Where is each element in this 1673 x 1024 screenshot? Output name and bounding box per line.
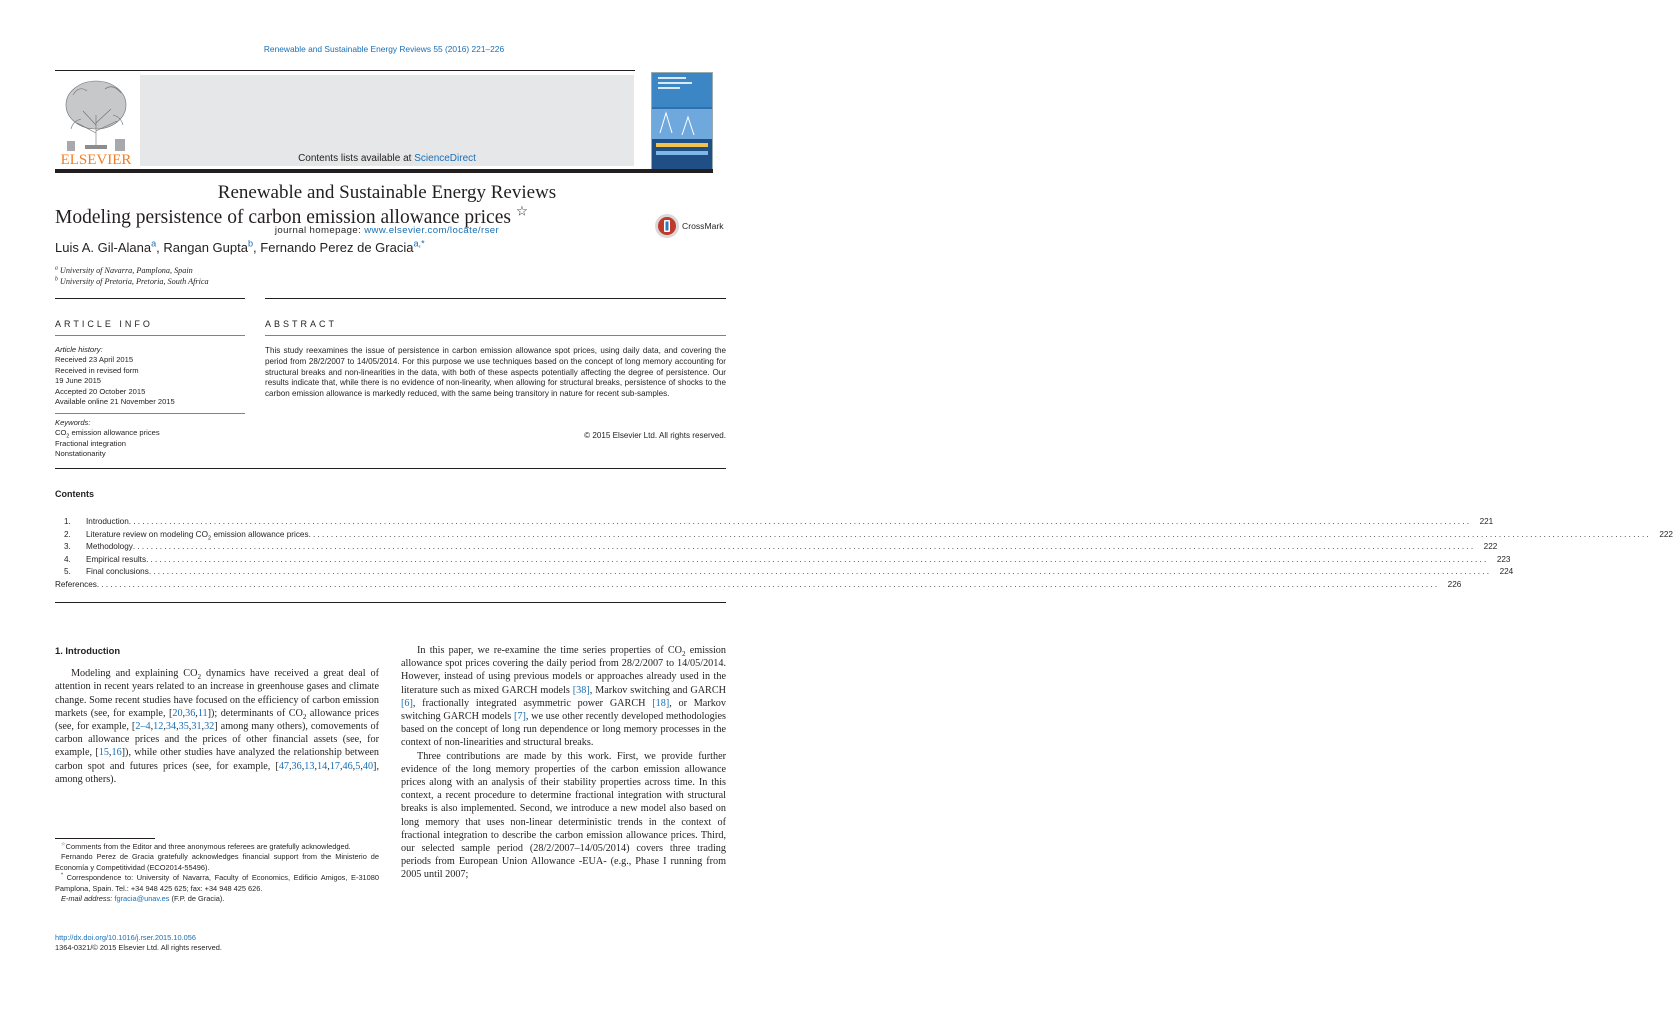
abstract-copyright: © 2015 Elsevier Ltd. All rights reserved. xyxy=(584,431,726,440)
keywords xyxy=(55,418,245,460)
toc-title: Introduction xyxy=(86,517,129,526)
body-right-column xyxy=(401,644,726,882)
footnote-text: Comments from the Editor and three anonymous referees are gratefully acknowledged. xyxy=(65,842,351,851)
toc-page: 221 xyxy=(1479,517,1494,526)
keyword-item: Nonstationarity xyxy=(55,449,106,459)
article-info-heading: ARTICLE INFO xyxy=(55,319,153,329)
article-history xyxy=(55,345,245,407)
affiliation-sup: a xyxy=(55,265,58,272)
toc-number: 3. xyxy=(64,542,71,551)
doi-link[interactable]: http://dx.doi.org/10.1016/j.rser.2015.10.056 xyxy=(55,933,196,942)
toc-leader: ............................................................................................................................................................................................................................................................................................................ xyxy=(308,529,1651,539)
history-item: 19 June 2015 xyxy=(55,376,102,386)
doi-block xyxy=(55,933,379,954)
abstract-body: This study reexamines the issue of persistence in carbon emission allowance spot prices, using daily data, and covering the period from 28/2/2007 to 14/05/2014. For this purpose we use techniques based on the concept of long memory accounting for structural breaks and non-linearities in the data, with both of these aspects potentially affecting the degree of persistence. Our results indicate that, while there is no evidence of non-linearity, when allowing for structural breaks, persistence of shocks to the carbon emission allowance is markedly reduced, with the same being transitory in nature for recent sub-samples. xyxy=(265,346,726,399)
toc-number: 5. xyxy=(64,567,71,576)
elsevier-logo xyxy=(55,75,137,167)
history-item: Received 23 April 2015 xyxy=(55,355,134,365)
abstract-heading: ABSTRACT xyxy=(265,319,338,329)
section-rule xyxy=(265,298,726,299)
toc-item[interactable] xyxy=(64,529,1673,542)
toc-title-text: emission allowance prices xyxy=(211,529,309,539)
footnote-rule xyxy=(55,838,155,839)
crossmark-badge[interactable] xyxy=(654,212,728,240)
toc-number: 2. xyxy=(64,529,71,539)
section-rule xyxy=(265,335,726,336)
intro-paragraph-2: In this paper, we re-examine the time series properties of $CO_2$ emission allowance spot prices covering the daily period from 28/2/2007 to 14/05/2014. However, instead of using previous models or approaches already used in the literature such as mixed GARCH models [38], Markov switching and GARCH [6], fractionally integrated asymmetric power GARCH [18], or Markov switching GARCH models [7], we use other recently developed methodologies based on the concept of long run dependence or long memory processes in the context of non-linearities and structural breaks. xyxy=(401,645,726,749)
header-rule xyxy=(55,70,635,71)
author-affiliation-sup[interactable]: a,* xyxy=(413,238,425,249)
footnote-email xyxy=(55,894,379,904)
homepage-link[interactable]: www.elsevier.com/locate/rser xyxy=(364,225,500,236)
toc-page: 222 xyxy=(1659,529,1673,539)
toc-item[interactable] xyxy=(64,554,1511,567)
toc-page: 226 xyxy=(1447,579,1462,589)
author-name: Luis A. Gil-Alana xyxy=(55,240,152,255)
keyword-item xyxy=(55,428,245,438)
sciencedirect-link[interactable]: ScienceDirect xyxy=(414,153,476,164)
toc-leader: ............................................................................................................................................................................................................................................................................................................ xyxy=(146,554,1489,564)
toc-title: Final conclusions xyxy=(86,567,149,576)
intro-paragraph-1: Modeling and explaining $CO_2$ dynamics have received a great deal of attention in recent years related to an increase in greenhouse gases and climate change. Some recent studies have focused on the efficiency of carbon emission markets (see, for example, [20,36,11]); determinants of $CO_2$ allowance prices (see, for example, [2–4,12,34,35,31,32] among many others), comovements of carbon allowance prices and the prices of other financial assets (see, for example, [15,16]), while other studies have analyzed the relationship between carbon spot and futures prices (see, for example, [47,36,13,14,17,46,5,40], among others). xyxy=(55,668,380,785)
elsevier-wordmark: ELSEVIER xyxy=(60,152,132,168)
toc-references[interactable] xyxy=(55,579,1462,592)
contents-available-line xyxy=(140,153,634,164)
toc-item[interactable] xyxy=(64,541,1498,554)
section-rule xyxy=(55,468,726,469)
contents-prefix: Contents lists available at xyxy=(298,153,415,164)
journal-citation[interactable]: Renewable and Sustainable Energy Reviews 55 (2016) 221–226 xyxy=(263,44,505,54)
affiliation-text: University of Pretoria, Pretoria, South Africa xyxy=(59,277,209,286)
history-item: Accepted 20 October 2015 xyxy=(55,386,146,396)
section-heading-introduction: 1. Introduction xyxy=(55,645,121,656)
journal-cover-thumbnail xyxy=(651,72,713,171)
toc-title-text: Literature review on modeling CO xyxy=(86,529,208,539)
footnote-star: ☆Comments from the Editor and three anonymous referees are gratefully acknowledged. xyxy=(61,841,351,851)
affiliation-b xyxy=(55,277,209,286)
contents-heading: Contents xyxy=(55,489,94,499)
toc-number: 4. xyxy=(64,554,71,564)
journal-title: Renewable and Sustainable Energy Reviews xyxy=(217,182,557,203)
keywords-label: Keywords: xyxy=(55,418,91,427)
affiliation-a xyxy=(55,266,193,275)
footnote-text: Correspondence to: University of Navarra, Faculty of Economics, Edificio Amigos, E-31080 Pamplona, Spain. Tel.: +34 948 425 625; fax: +34 948 425 626. xyxy=(55,873,380,893)
title-footnote-star[interactable]: ☆ xyxy=(515,203,529,219)
footnote-correspondence: * Correspondence to: University of Navarra, Faculty of Economics, Edificio Amigos, E-31080 Pamplona, Spain. Tel.: +34 948 425 625; fax: +34 948 425 626. xyxy=(55,872,380,893)
section-rule xyxy=(55,413,245,414)
toc-title-sub: 2 xyxy=(207,535,212,542)
toc-title: Empirical results xyxy=(86,554,147,564)
elsevier-tree-icon xyxy=(55,75,137,167)
affiliation-text: University of Navarra, Pamplona, Spain xyxy=(59,266,193,275)
cover-image-icon xyxy=(652,73,712,170)
email-label: E-mail address: xyxy=(61,894,115,904)
history-item: Received in revised form xyxy=(55,365,139,375)
affiliation-sup: b xyxy=(55,276,58,283)
toc-title: References xyxy=(55,579,97,589)
footnote-funding: Fernando Perez de Gracia gratefully acknowledges financial support from the Ministerio de Economía y Competitividad (ECO2014-55496). xyxy=(55,852,379,872)
author-affiliation-sup[interactable]: b xyxy=(247,238,254,249)
keyword-item: Fractional integration xyxy=(55,438,126,448)
keyword-text: CO xyxy=(55,428,67,438)
toc-leader: ............................................................................................................................................................................................................................................................................................................ xyxy=(132,542,1476,551)
history-label: Article history: xyxy=(55,345,103,354)
author-list: Luis A. Gil-Alana$^a$, Rangan Gupta$^b$, Fernando Perez de Gracia$^{a,*}$ xyxy=(55,238,425,255)
email-suffix: (F.P. de Gracia). xyxy=(169,894,225,904)
toc-number: 1. xyxy=(64,517,71,526)
history-item: Available online 21 November 2015 xyxy=(55,397,175,407)
section-rule xyxy=(55,602,726,603)
body-left-column xyxy=(55,644,379,786)
homepage-prefix: journal homepage: xyxy=(274,225,365,236)
toc-leader: ............................................................................................................................................................................................................................................................................................................ xyxy=(128,517,1472,526)
section-rule xyxy=(55,298,245,299)
intro-paragraph-3: Three contributions are made by this work. First, we provide further evidence of the long memory properties of the carbon emission allowance prices along with an analysis of their stability properties across time. In this context, a recent procedure to determine fractional integration with structural breaks is also implemented. Second, we introduce a new model also based on long memory that uses non-linear deterministic trends in the context of fractional integration to describe the carbon emission allowance prices. Third, our selected sample period (28/2/2007–14/05/2014) covers three trading periods from European Union Allowance -EUA- (e.g., Phase I running from 2005 until 2007; xyxy=(401,750,726,881)
author-name: Rangan Gupta xyxy=(163,240,248,255)
crossmark-label: CrossMark xyxy=(682,221,724,231)
toc-title xyxy=(86,529,309,542)
paper-title xyxy=(55,203,529,229)
keyword-text: emission allowance prices xyxy=(69,428,160,438)
footnotes xyxy=(55,842,379,904)
issn-line: 1364-0321/© 2015 Elsevier Ltd. All rights reserved. xyxy=(55,943,222,953)
title-text: Modeling persistence of carbon emission allowance prices xyxy=(55,207,511,228)
toc-page: 223 xyxy=(1496,554,1511,564)
header-rule-thick xyxy=(55,169,713,173)
author-name: Fernando Perez de Gracia xyxy=(260,240,414,255)
toc-item[interactable] xyxy=(64,516,1494,529)
toc-item[interactable] xyxy=(64,566,1514,579)
author-affiliation-sup[interactable]: a xyxy=(151,238,157,249)
section-rule xyxy=(55,335,245,336)
toc-leader: ............................................................................................................................................................................................................................................................................................................ xyxy=(96,579,1440,589)
table-of-contents xyxy=(55,516,1673,591)
toc-page: 222 xyxy=(1483,542,1498,551)
toc-page: 224 xyxy=(1499,567,1514,576)
toc-title: Methodology xyxy=(86,542,133,551)
toc-leader: ............................................................................................................................................................................................................................................................................................................ xyxy=(148,567,1492,576)
email-link[interactable]: fgracia@unav.es xyxy=(114,894,170,904)
keyword-sub: 2 xyxy=(66,433,70,440)
